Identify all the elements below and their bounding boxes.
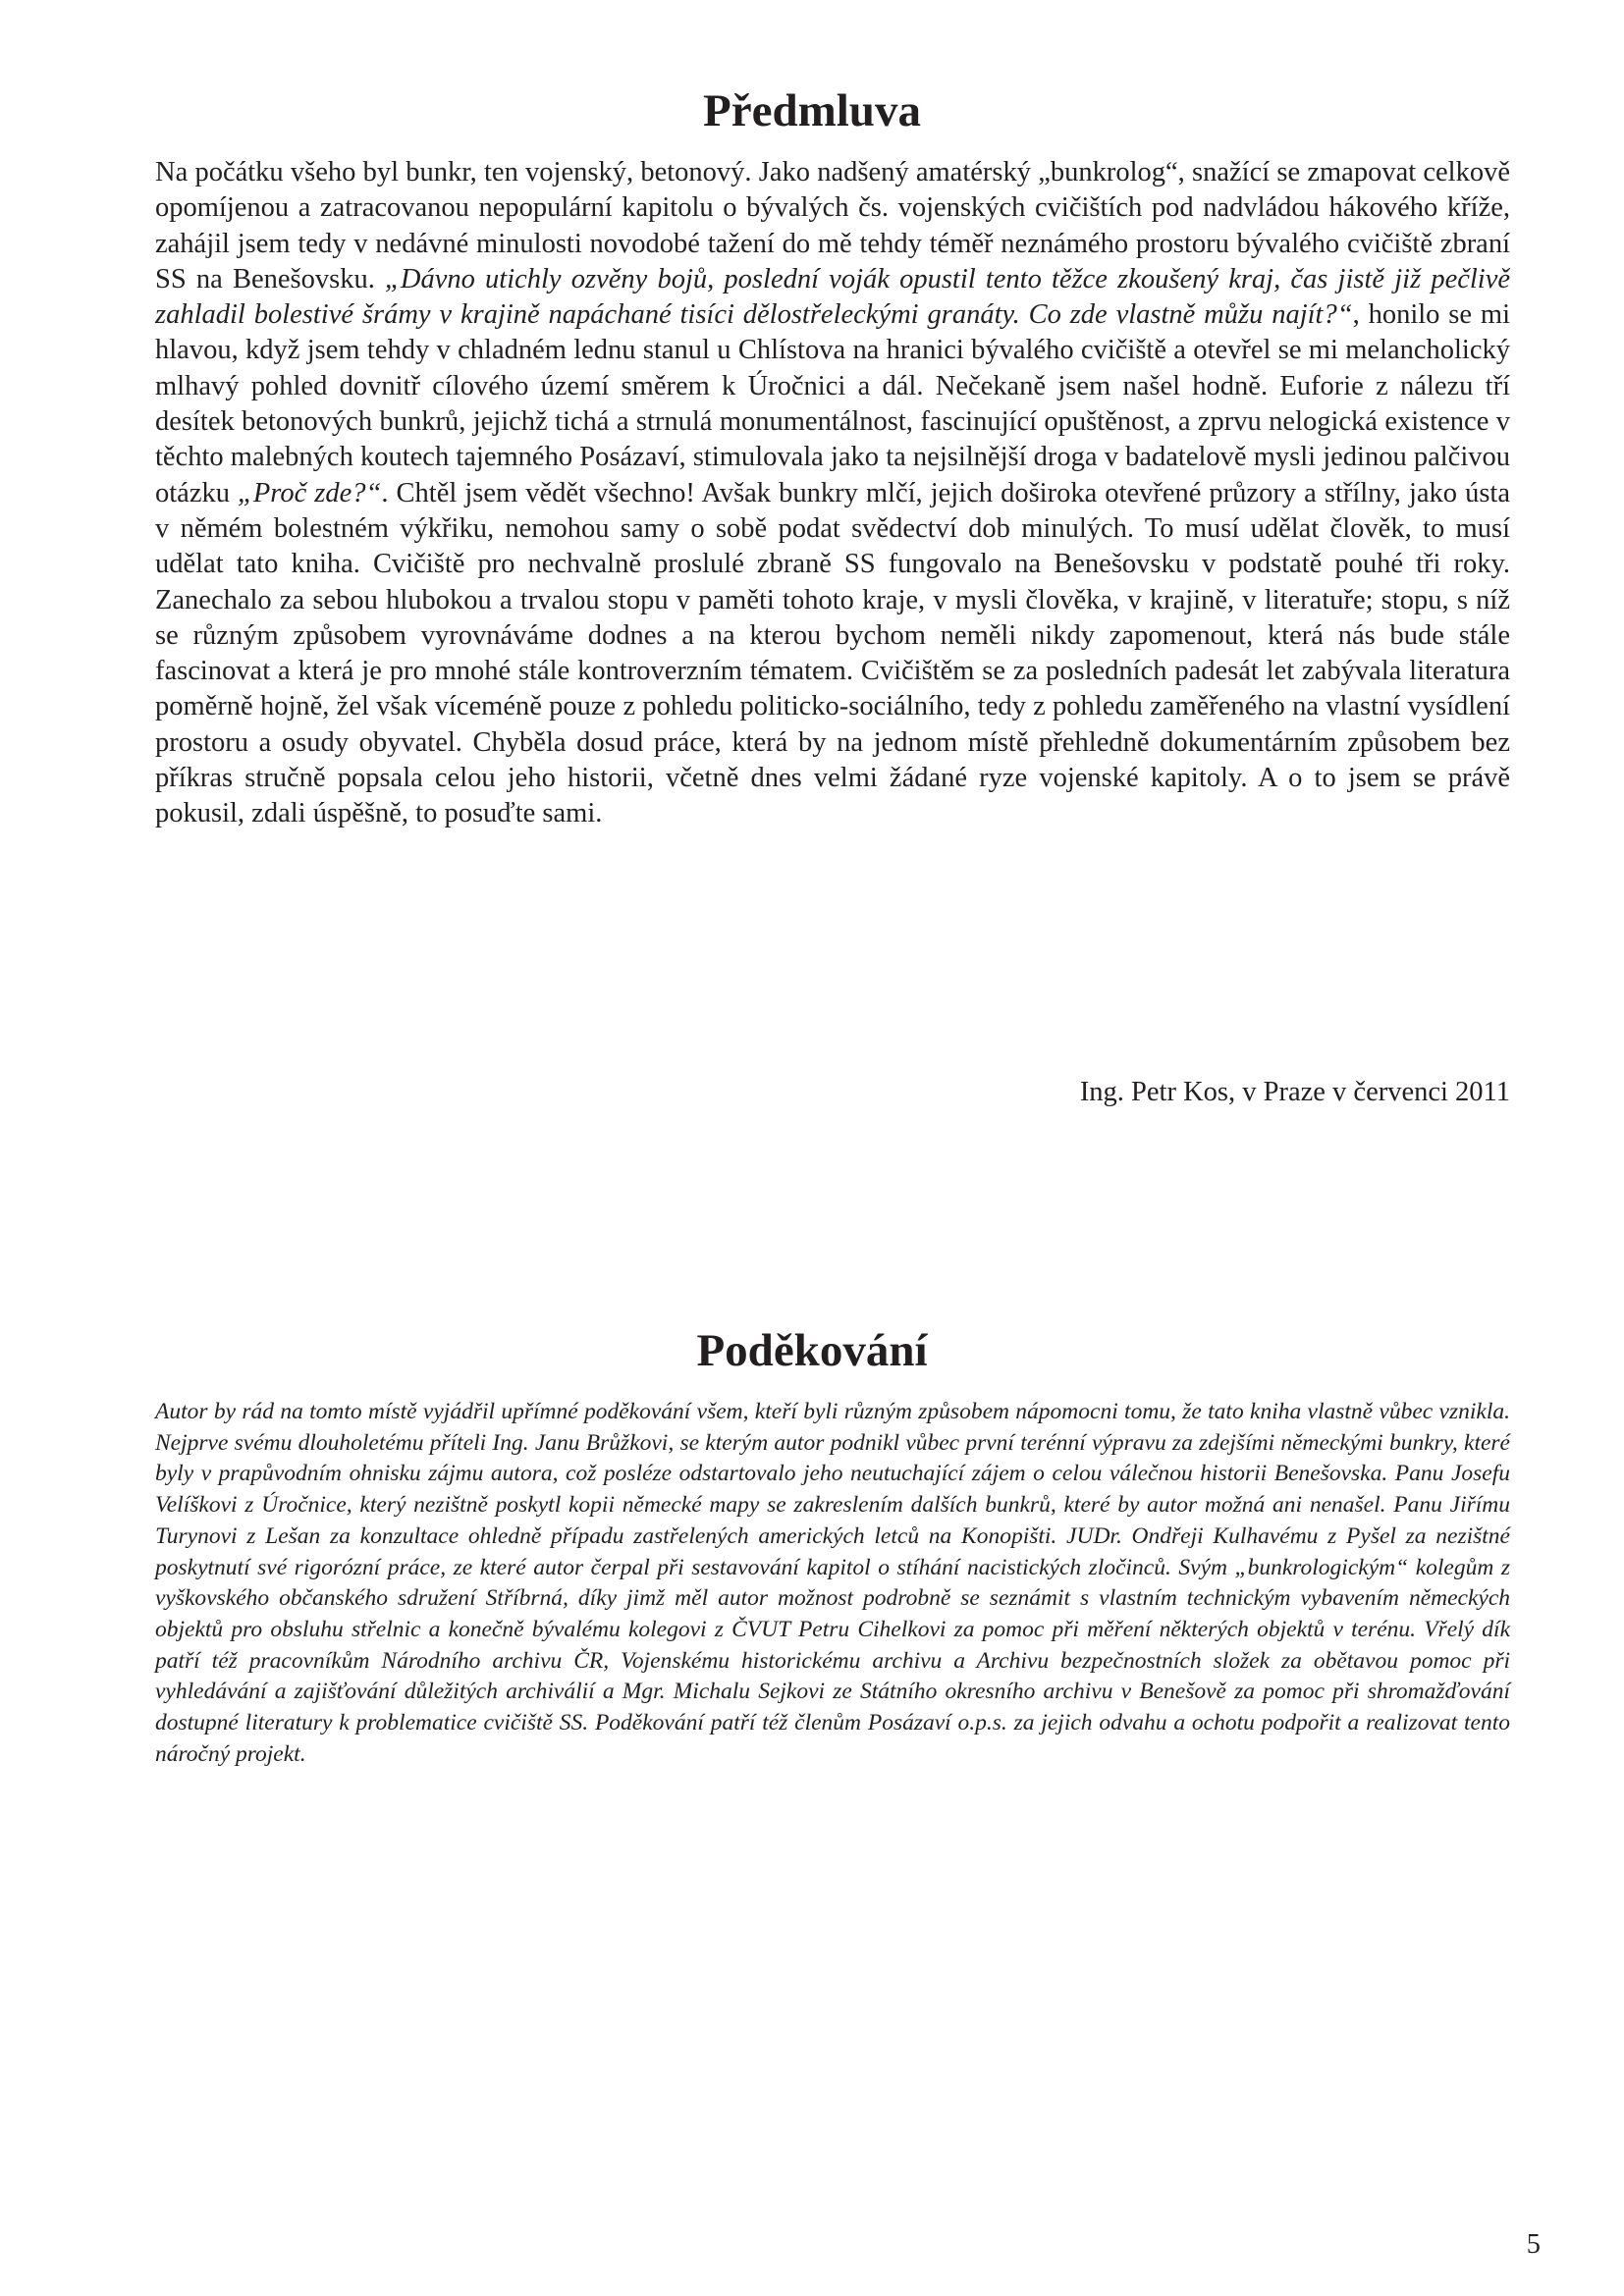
foreword-quote-2: „Proč zde?“ — [238, 477, 382, 508]
foreword-text-part-2: , honilo se mi hlavou, když jsem tehdy v chladném lednu stanul u Chlístova na hranici bývalého cvičiště a otevřel se mi melancholický mlhavý pohled dovnitř cílového území směrem k Úročnici a dál. Nečekaně jsem našel hodně. Euforie z nálezu tří desítek betonových bunkrů, jejichž tichá a strnulá monumentálnost, fascinující opuštěnost, a zprvu nelogická existence v těchto malebných koutech tajemného Posázaví, stimulovala jako ta nejsilnější droga v badatelově mysli jedinou palčivou otázku — [155, 299, 1510, 508]
foreword-signature: Ing. Petr Kos, v Praze v červenci 2011 — [1079, 1077, 1510, 1107]
foreword-text-part-3: . Chtěl jsem vědět všechno! Avšak bunkry mlčí, jejich doširoka otevřené průzory a střílny, jako ústa v němém bolestném výkřiku, nemohou samy o sobě podat svědectví dob minulých. To musí udělat člověk, to musí udělat tato kniha. Cvičiště pro nechvalně proslulé zbraně SS fungovalo na Benešovsku v podstatě pouhé tři roky. Zanechalo za sebou hlubokou a trvalou stopu v paměti tohoto kraje, v mysli člověka, v krajině, v literatuře; stopu, s níž se různým způsobem vyrovnáváme dodnes a na kterou bychom neměli nikdy zapomenout, která nás bude stále fascinovat a která je pro mnohé stále kontroverzním tématem. Cvičištěm se za posledních padesát let zabývala literatura poměrně hojně, žel však víceméně pouze z pohledu politicko-sociálního, tedy z pohledu zaměřeného na vlastní vysídlení prostoru a osudy obyvatel. Chyběla dosud práce, která by na jednom místě přehledně dokumentárním způsobem bez příkras stručně popsala celou jeho historii, včetně dnes velmi žádané ryze vojenské kapitoly. A o to jsem se právě pokusil, zdali úspěšně, to posuďte sami. — [155, 477, 1511, 829]
foreword-paragraph — [155, 155, 1510, 832]
foreword-text-part-1: Na počátku všeho byl bunkr, ten vojenský, betonový. Jako nadšený amatérský „bunkrolog“, snažící se zmapovat celkově opomíjenou a zatracovanou nepopulární kapitolu o bývalých čs. vojenských cvičištích pod nadvládou hákového kříže, zahájil jsem tedy v nedávné minulosti novodobé tažení do mě tehdy téměř neznámého prostoru bývalého cvičiště zbraní SS na Benešovsku. — [155, 157, 1510, 294]
page-number: 5 — [1526, 2229, 1541, 2260]
foreword-title: Předmluva — [703, 85, 921, 136]
foreword-quote-1: „Dávno utichly ozvěny bojů, poslední voják opustil tento těžce zkoušený kraj, čas jistě již pečlivě zahladil bolestivé šrámy v krajině napáchané tisíci dělostřeleckými granáty. Co zde vlastně můžu najít?“ — [155, 263, 1511, 331]
acknowledgements-paragraph: Autor by rád na tomto místě vyjádřil upřímné poděkování všem, kteří byli různým způsobem nápomocni tomu, že tato kniha vlastně vůbec vznikla. Nejprve svému dlouholetému příteli Ing. Janu Brůžkovi, se kterým autor podnikl vůbec první terénní výpravu za zdejšími německými bunkry, které byly v prapůvodním ohnisku zájmu autora, což posléze odstartovalo jeho neutuchající zájem o celou válečnou historii Benešovska. Panu Josefu Velíškovi z Úročnice, který nezištně poskytl kopii německé mapy se zakreslením dalších bunkrů, které by autor možná ani nenašel. Panu Jiřímu Turynovi z Lešan za konzultace ohledně případu zastřelených amerických letců na Konopišti. JUDr. Ondřeji Kulhavému z Pyšel za nezištné poskytnutí své rigorózní práce, ze které autor čerpal při sestavování kapitol o stíhání nacistických zločinců. Svým „bunkrologickým“ kolegům z vyškovského občanského sdružení Stříbrná, díky jimž měl autor možnost podrobně se seznámit s vlastním technickým vybavením německých objektů pro obsluhu střelnic a konečně bývalému kolegovi z ČVUT Petru Cihelkovi za pomoc při měření některých objektů v terénu. Vřelý dík patří též pracovníkům Národního archivu ČR, Vojenskému historickému archivu a Archivu bezpečnostních složek za obětavou pomoc při vyhledávání a zajišťování důležitých archiválií a Mgr. Michalu Sejkovi ze Státního okresního archivu v Benešově za pomoc při shromažďování dostupné literatury k problematice cvičiště SS. Poděkování patří též členům Posázaví o.p.s. za jejich odvahu a ochotu podpořit a realizovat tento náročný projekt. — [155, 1399, 1510, 1767]
acknowledgements-title: Poděkování — [696, 1325, 928, 1376]
